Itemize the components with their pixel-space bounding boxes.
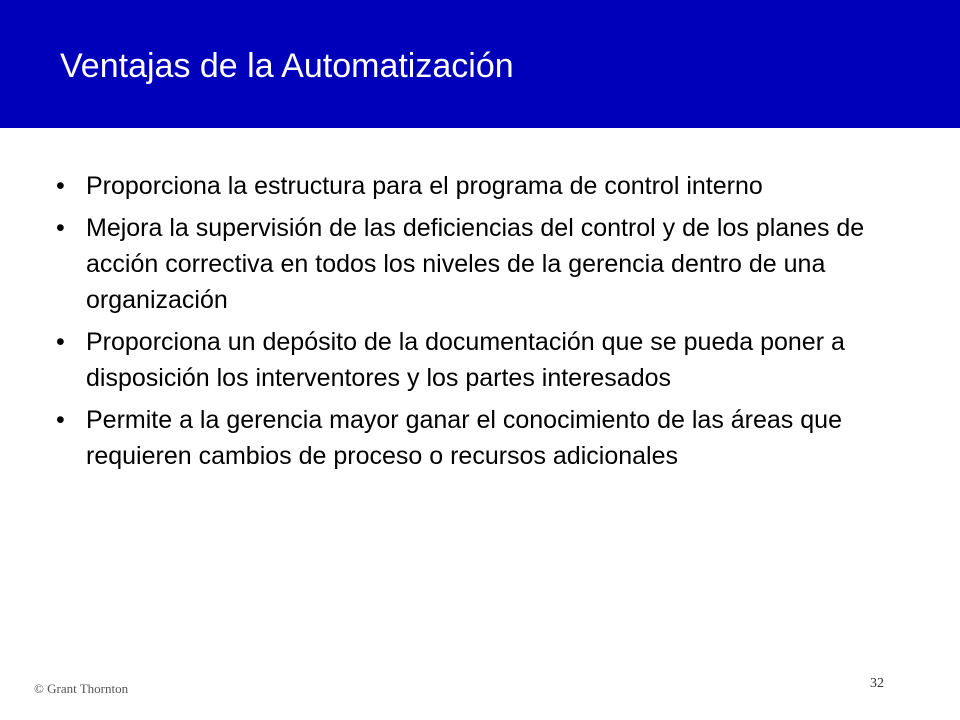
bullet-text: Proporciona la estructura para el programa de control interno xyxy=(86,172,763,200)
bullet-item xyxy=(54,324,914,396)
page-number: 32 xyxy=(870,676,884,691)
bullet-marker: • xyxy=(56,406,65,434)
bullet-marker: • xyxy=(56,214,65,242)
bullet-list xyxy=(54,168,914,480)
bullet-item xyxy=(54,402,914,474)
bullet-marker: • xyxy=(56,172,65,200)
bullet-marker: • xyxy=(56,328,65,356)
title-banner xyxy=(0,0,960,128)
bullet-text: Mejora la supervisión de las deficiencias del control y de los planes de acción correctiva en todos los niveles de la gerencia dentro de una organización xyxy=(86,214,865,314)
slide-title: Ventajas de la Automatización xyxy=(60,47,514,85)
footer-copyright: © Grant Thornton xyxy=(34,681,129,696)
bullet-text: Proporciona un depósito de la documentación que se pueda poner a disposición los interventores y los partes interesados xyxy=(86,328,845,392)
bullet-item xyxy=(54,168,914,204)
bullet-item xyxy=(54,210,914,318)
bullet-text: Permite a la gerencia mayor ganar el conocimiento de las áreas que requieren cambios de proceso o recursos adicionales xyxy=(86,406,842,470)
